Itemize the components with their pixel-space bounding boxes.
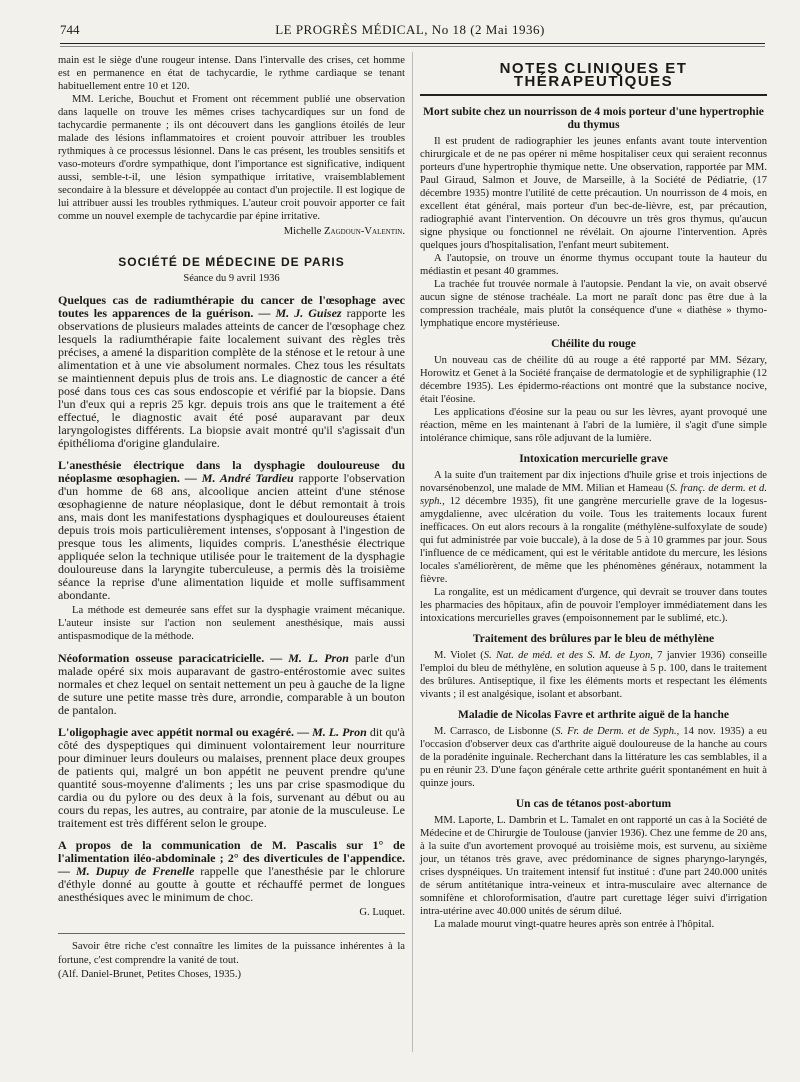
- paragraph: La malade mourut vingt-quatre heures après son entrée à l'hôpital.: [434, 919, 715, 930]
- paragraph: Les applications d'éosine sur la peau ou sur les lèvres, ayant provoqué une réaction, même en les maintenant à l'abri de la lumière, il s'agit d'une simple intolérance chimique, sans rôle adjuvant de la lumière.: [420, 407, 767, 444]
- session-date: Séance du 9 avril 1936: [183, 273, 280, 284]
- article-title: Traitement des brûlures par le bleu de méthylène: [472, 633, 715, 645]
- signature: G. Luquet.: [359, 907, 405, 918]
- communication-title: Néoformation osseuse paracicatricielle. — M. L. Pron parle d'un malade opéré six mois auparavant de gastro-entérostomie avec suites normales et chez lequel on sentait nettement un peu à gauche de la ligne de suture une petite masse très dure, arrondie, comparable à un bouton de pantalon.: [58, 651, 405, 717]
- paragraph: MM. Laporte, L. Dambrin et L. Tamalet en ont rapporté un cas à la Société de Médecine et de Chirurgie de Toulouse (janvier 1936). Chez une femme de 20 ans, à la suite d'un avortement provoqué au troisième mois, est survenu, au sixième jour, un tétanos très grave, avec prédominance de signes pharyngo-laryngés, crises dyspnéiques. Un traitement intensif fut institué : d'une part 240.000 unités de sérum antitétanique intra-veineux et intra-musculaire avec alternance de somnifène et chloroformisation, d'autre part curettage léger suivi d'irrigation intra-utérine avec 40.000 unités de sérum dilué.: [420, 815, 767, 917]
- communication-title: Quelques cas de radiumthérapie du cancer de l'œsophage avec toutes les apparences de la guérison. — M. J. Guisez rapporte les observations de plusieurs malades atteints de cancer de l'œsophage chez lesquels la radiumthérapie faite localement suivant des règles très précises, a amené la disparition complète de la sténose et le retour à une alimentation et à une vie absolument normales. Chez tous les résultats se maintiennent depuis plus de trois ans. Le diagnostic de cancer a été posé dans tous ces cas sous endoscopie et vérifié par la biopsie. Dans l'un d'eux qui a repris 25 kgr. depuis trois ans que le traitement a été effectué, le diagnostic avait été posé auparavant par deux laryngologistes différents. La biopsie avait montré qu'il s'agissait d'un épithélioma d'origine glandulaire.: [58, 293, 406, 450]
- left-column: [58, 54, 405, 982]
- header-rule: [60, 43, 765, 44]
- paragraph: La rongalite, est un médicament d'urgence, qui devrait se trouver dans toutes les pharmacies des hôpitaux, afin de pouvoir l'employer immédiatement dans les intoxications mercurielles graves (empoisonnement par le sublimé, etc.).: [420, 587, 767, 624]
- paragraph: M. Violet (S. Nat. de méd. et des S. M. de Lyon, 7 janvier 1936) conseille l'emploi du bleu de méthylène, en solution aqueuse à 5 p. 100, dans le traitement des brûlures. Antiseptique, il fixe les éléments morts et respectant les éléments vivants ; il est analgésique, isolant et absorbant.: [420, 650, 767, 700]
- paragraph: Un nouveau cas de chéilite dû au rouge a été rapporté par MM. Sézary, Horowitz et Genet à la Société française de dermatologie et de syphiligraphie (12 décembre 1935). Les épidermo-réactions ont montré que la substance nocive, était l'éosine.: [420, 355, 767, 405]
- signature: Michelle Zagdoun-Valentin.: [283, 226, 405, 237]
- header-rule-thin: [60, 46, 765, 47]
- paragraph: main est le siège d'une rougeur intense. Dans l'intervalle des crises, cet homme est en permanence en état de tachycardie, le rythme cardiaque se tenant habituellement entre 10 et 120.: [58, 55, 405, 92]
- article-title: Chéilite du rouge: [551, 338, 636, 350]
- paragraph: A la suite d'un traitement par dix injections d'huile grise et trois injections de novarsénobenzol, une malade de MM. Milian et Hameau (S. franç. de derm. et d. syph., 12 décembre 1935), fit une gangrène mercurielle grave de la logesus-amygdalienne, avec ulcération du voile. Tous les traitements locaux furent inefficaces. On eut alors recours à la rongalite (méthylène-sulfoxylate de soude) qui fut administrée par voie buccale), à la dose de 5 à 10 grammes par jour. Sous l'influence de ce médicament, qui est le véritable antidote du mercure, les lésions locales s'améliorèrent, de même que les phénomènes généraux, notamment la fièvre.: [420, 470, 767, 585]
- article-title: Mort subite chez un nourrisson de 4 mois porteur d'une hypertrophie du thymus: [423, 106, 764, 131]
- paragraph: La méthode est demeurée sans effet sur la dysphagie vraiment mécanique. L'auteur insiste sur l'action non seulement anesthésique, mais aussi antispasmodique de la méthode.: [58, 605, 405, 642]
- page-number: 744: [60, 22, 80, 37]
- quote-rule: [58, 933, 405, 934]
- article-title: Maladie de Nicolas Favre et arthrite aiguë de la hanche: [458, 709, 729, 721]
- communication-title: L'oligophagie avec appétit normal ou exagéré. — M. L. Pron dit qu'à côté des dyspeptiques qui diminuent volontairement leur nourriture pour diminuer leurs douleurs ou malaises, prennent place deux groupes de patients qui, malgré un bon appétit ne peuvent prendre qu'une quantité sous-moyenne d'aliments ; les uns par crise spasmodique du cardia ou du pylore ou des deux à la fois, survenant au début ou au cours du repas, les autres, au contraire, par atonie de la musculeuse. Le traitement est très différent selon le groupe.: [58, 725, 405, 830]
- quote-source: (Alf. Daniel-Brunet, Petites Choses, 1935.): [58, 969, 242, 980]
- column-divider: [412, 52, 413, 1052]
- paragraph: A l'autopsie, on trouve un énorme thymus occupant toute la hauteur du médiastin et pesant 40 grammes.: [420, 253, 767, 277]
- running-title: LE PROGRÈS MÉDICAL, No 18 (2 Mai 1936): [275, 22, 545, 37]
- article-title: Intoxication mercurielle grave: [519, 453, 668, 465]
- communication-title: L'anesthésie électrique dans la dysphagie douloureuse du néoplasme œsophagien. — M. André Tardieu rapporte l'observation d'un homme de 68 ans, alcoolique ancien atteint d'une sténose œsophagienne de nature néoplasique, dont le début remontait à trois ans, mais dont les manifestations dysphagiques et douloureuses étaient depuis trois mois particulièrement intenses, s'opposant à l'ingestion de presque tous les aliments, liquides compris. L'anesthésie électrique appliquée selon la technique utilisée pour le traitement de la dysphagie douloureuse dans la laryngite tuberculeuse, a permis dès la troisième séance la reprise d'une alimentation liquide et molle suffisamment abondante.: [58, 458, 405, 602]
- paragraph: M. Carrasco, de Lisbonne (S. Fr. de Derm. et de Syph., 14 nov. 1935) a eu l'occasion d'observer deux cas d'arthrite aiguë douloureuse de la hanche au cours de la poradénite inguinale. Recherchant dans la littérature les cas semblables, il a pu en réunir 23. D'une façon générale cette arthrite guérit spontanément en huit à quinze jours.: [420, 726, 767, 789]
- page-header: [60, 22, 760, 44]
- communication-title: A propos de la communication de M. Pascalis sur 1° de l'alimentation iléo-abdominale ; 2° des diverticules de l'appendice. — M. Dupuy de Frenelle rappelle que l'anesthésie par le chlorure d'éthyle donné au goutte à goutte et réchauffé permet de longues anesthésiques avec le minimum de choc.: [58, 838, 405, 904]
- section-rubric: NOTES CLINIQUES ET THÉRAPEUTIQUES: [499, 60, 688, 90]
- right-column: [420, 54, 767, 931]
- paragraph: Il est prudent de radiographier les jeunes enfants avant toute intervention chirurgicale et de ne pas opérer ni même hospitaliser ceux qui seraient reconnus porteurs d'une hypertrophie thymique nette. Une observation, rapportée par MM. Paul Giraud, Salmon et Jouve, de Marseille, à la Société de Pédiatrie, (17 décembre 1935) montre l'utilité de cette précaution. Un nourrisson de 4 mois, en excellent état général, mais porteur d'un bec-de-lièvre, est, par précaution, radiographié avant l'intervention. On découvre un très gros thymus, qu'aucun signe physique ou fonctionnel ne révélait. On ajourne l'intervention. Après quelques jours d'hospitalisation, l'enfant meurt subitement.: [420, 136, 767, 251]
- article-title: Un cas de tétanos post-abortum: [515, 798, 672, 810]
- society-title: SOCIÉTÉ DE MÉDECINE DE PARIS: [118, 255, 345, 269]
- rubric-rule: [420, 94, 767, 96]
- quote-text: Savoir être riche c'est connaître les limites de la puissance inhérentes à la fortune, c'est comprendre la vanité de tout.: [58, 941, 405, 966]
- paragraph: MM. Leriche, Bouchut et Froment ont récemment publié une observation dans laquelle on trouve les mêmes crises tachycardiques sur un fond de tachycardie permanente ; ils ont découvert dans les ganglions étoilés de leur malade des lésions inflammatoires et croient pouvoir attribuer les troubles rythmiques à ce processus lésionnel. Dans le cas présent, les troubles sensitifs et vaso-moteurs d'ordre sympathique, dont l'importance est significative, indiquent aussi, semble-t-il, une lésion sympathique irritative, vraisemblablement secondaire à la blessure et développée au contact d'un projectile. Il est logique de lui attribuer aussi les troubles rythmiques. L'auteur croit pouvoir apporter ce fait comme un nouvel exemple de tachycardie par épine irritative.: [58, 94, 405, 222]
- paragraph: La trachée fut trouvée normale à l'autopsie. Pendant la vie, on avait observé aucun signe de sténose trachéale. La mort ne paraît donc pas être due à la compression trachéale, mais plutôt la conséquence d'une « diathèse » thymo-lymphatique encore mystérieuse.: [420, 279, 767, 329]
